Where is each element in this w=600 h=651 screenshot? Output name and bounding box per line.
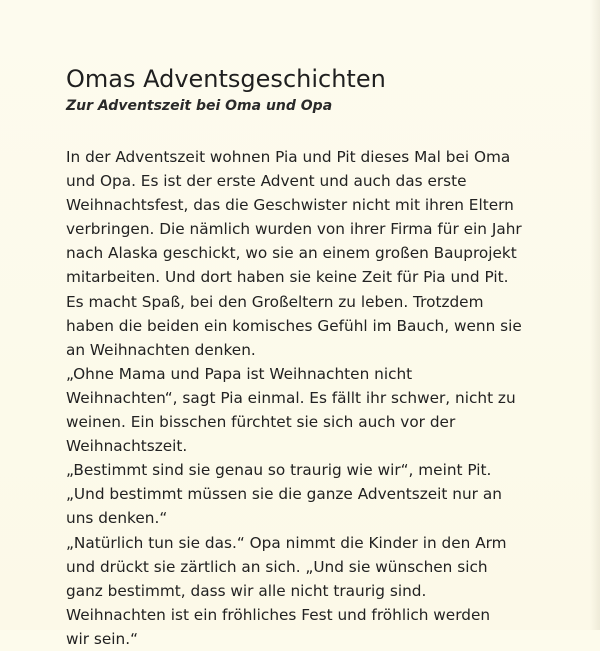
page-edge-shadow <box>590 0 600 630</box>
story-line: haben die beiden ein komisches Gefühl im Bauch, wenn sie <box>66 316 522 335</box>
story-line: mitarbeiten. Und dort haben sie keine Zeit für Pia und Pit. <box>66 268 509 287</box>
story-line: verbringen. Die nämlich wurden von ihrer Firma für ein Jahr <box>66 220 522 239</box>
story-line: an Weihnachten denken. <box>66 340 256 359</box>
story-line: Weihnachten ist ein fröhliches Fest und fröhlich werden <box>66 605 491 624</box>
story-line: „Natürlich tun sie das.“ Opa nimmt die Kinder in den Arm <box>66 533 507 552</box>
page-subtitle: Zur Adventszeit bei Oma und Opa <box>66 98 333 114</box>
story-line: nach Alaska geschickt, wo sie an einem großen Bauprojekt <box>66 244 517 263</box>
story-line: und Opa. Es ist der erste Advent und auch das erste <box>66 172 467 191</box>
story-line: Weihnachtsfest, das die Geschwister nicht mit ihren Eltern <box>66 196 514 215</box>
story-line: „Bestimmt sind sie genau so traurig wie wir“, meint Pit. <box>66 461 492 480</box>
story-line: Es macht Spaß, bei den Großeltern zu leben. Trotzdem <box>66 292 484 311</box>
story-line: In der Adventszeit wohnen Pia und Pit dieses Mal bei Oma <box>66 148 511 166</box>
story-line: und drückt sie zärtlich an sich. „Und sie wünschen sich <box>66 557 488 576</box>
story-line: uns denken.“ <box>66 509 168 528</box>
story-line: Weihnachtszeit. <box>66 437 188 456</box>
story-line: weinen. Ein bisschen fürchtet sie sich auch vor der <box>66 413 456 432</box>
story-line: ganz bestimmt, dass wir alle nicht traurig sind. <box>66 581 427 600</box>
page-title: Omas Adventsgeschichten <box>66 65 386 93</box>
story-line: „Ohne Mama und Papa ist Weihnachten nicht <box>66 364 413 383</box>
story-line: Weihnachten“, sagt Pia einmal. Es fällt ihr schwer, nicht zu <box>66 388 516 407</box>
story-text <box>66 145 586 648</box>
story-line: „Und bestimmt müssen sie die ganze Adventszeit nur an <box>66 485 502 504</box>
story-line: wir sein.“ <box>66 629 139 648</box>
